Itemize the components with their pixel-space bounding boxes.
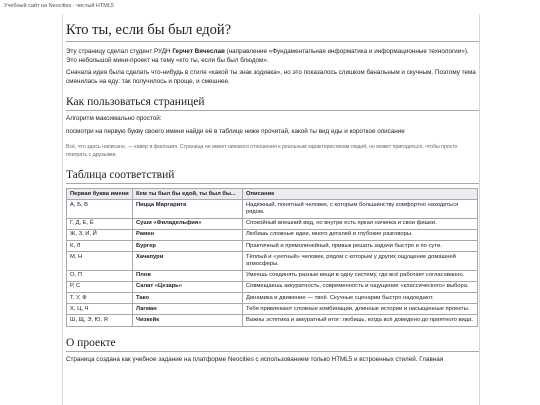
table-row <box>67 304 478 315</box>
cell-dish: Суши «Филадельфия» <box>133 218 243 229</box>
cell-letters: Г, Д, Е, Ё <box>67 218 133 229</box>
intro-text-pre: Эту страницу сделал студент РУДН <box>66 48 173 55</box>
table-heading: Таблица соответствий <box>66 169 479 184</box>
table-row <box>67 252 478 270</box>
cell-letters: Т, У, Ф <box>67 293 133 304</box>
table-row <box>67 218 478 229</box>
table-row <box>67 200 478 218</box>
cell-letters: Р, С <box>67 281 133 292</box>
cell-dish: Рамен <box>133 229 243 240</box>
cell-dish: Салат «Цезарь» <box>133 281 243 292</box>
table-row <box>67 293 478 304</box>
cell-description: Спокойный внешний вид, но внутри есть яркая начинка и свои фишки. <box>243 218 478 229</box>
cell-letters: А, Б, В <box>67 200 133 218</box>
intro-text-post: (направление «Фундаментальная информатика и информационные технологии»). Это небольшой мини-проект на тему «кто ты, если бы был блюдом». <box>66 48 469 64</box>
author-name: Герчет Вячеслав <box>172 48 225 55</box>
cell-description: Тёплый и «уютный» человек, рядом с которым у других ощущение домашней атмосферы. <box>243 252 478 270</box>
howto-heading: Как пользоваться страницей <box>66 96 479 111</box>
cell-letters: Ш, Щ, Э, Ю, Я <box>67 315 133 326</box>
main-content <box>62 14 480 405</box>
intro-paragraph-1 <box>66 48 479 65</box>
header-letter: Первая буква имени <box>67 189 133 200</box>
howto-paragraph-2: посмотри на первую букву своего имени найди её в таблице ниже прочитай, какой ты вид еды и короткое описание <box>66 127 405 135</box>
cell-dish: Пицца Маргарита <box>133 200 243 218</box>
cell-dish: Чизкейк <box>133 315 243 326</box>
disclaimer-note: Всё, что здесь написано, — кавер и фантазия. Страница не имеет никакого отношения к реальным характеристикам людей, но может пригодиться, чтобы просто поиграть с друзьями. <box>66 144 458 158</box>
cell-description: Любишь сложные идеи, много деталей и глубокие разговоры. <box>243 229 478 240</box>
cell-description: Важны эстетика и аккуратный итог: любишь, когда всё доведено до приятного вида. <box>243 315 478 326</box>
cell-letters: К, Л <box>67 241 133 252</box>
cell-dish: Плов <box>133 270 243 281</box>
intro-paragraph-2: Сначала идея была сделать что-нибудь в стиле «какой ты знак зодиака», но это показалось слишком банальным и скучным. Поэтому тема сменилась на еду: так получилось и проще, и смешнее. <box>66 69 476 85</box>
howto-paragraph-1: Алгоритм максимально простой: <box>66 115 162 122</box>
cell-letters: М, Н <box>67 252 133 270</box>
about-paragraph: Страница создана как учебное задание на платформе Neocities с использованием только HTML5 и встроенных стилей. Главная <box>66 355 444 363</box>
cell-letters: О, П <box>67 270 133 281</box>
header-description: Описание <box>243 189 478 200</box>
cell-description: Динамика и движение — твоё. Скучные сценарии быстро надоедают. <box>243 293 478 304</box>
table-row <box>67 315 478 326</box>
cell-description: Совмещаешь аккуратность, современность и ощущение «классического» выбора. <box>243 281 478 292</box>
window-title: Учебный сайт на Neocities · чистый HTML5 <box>4 3 114 9</box>
cell-description: Надёжный, понятный человек, с которым большинству комфортно находиться рядом. <box>243 200 478 218</box>
cell-dish: Лагман <box>133 304 243 315</box>
cell-description: Тебя привлекают сложные комбинации, длинные истории и насыщенные проекты. <box>243 304 478 315</box>
mapping-table <box>66 188 478 327</box>
header-dish: Кем ты был бы едой, ты был бы... <box>133 189 243 200</box>
table-row <box>67 281 478 292</box>
page-title: Кто ты, если бы был едой? <box>66 22 479 42</box>
table-row <box>67 241 478 252</box>
about-heading: О проекте <box>66 337 479 352</box>
table-row <box>67 229 478 240</box>
cell-dish: Хачапури <box>133 252 243 270</box>
cell-letters: Х, Ц, Ч <box>67 304 133 315</box>
cell-dish: Тако <box>133 293 243 304</box>
cell-description: Практичный и прямолинейный, привык решать задачи быстро и по сути. <box>243 241 478 252</box>
cell-dish: Бургер <box>133 241 243 252</box>
cell-letters: Ж, З, И, Й <box>67 229 133 240</box>
table-header-row <box>67 189 478 200</box>
cell-description: Умеешь соединять разные вещи в одну систему, где всё работает согласованно. <box>243 270 478 281</box>
table-row <box>67 270 478 281</box>
